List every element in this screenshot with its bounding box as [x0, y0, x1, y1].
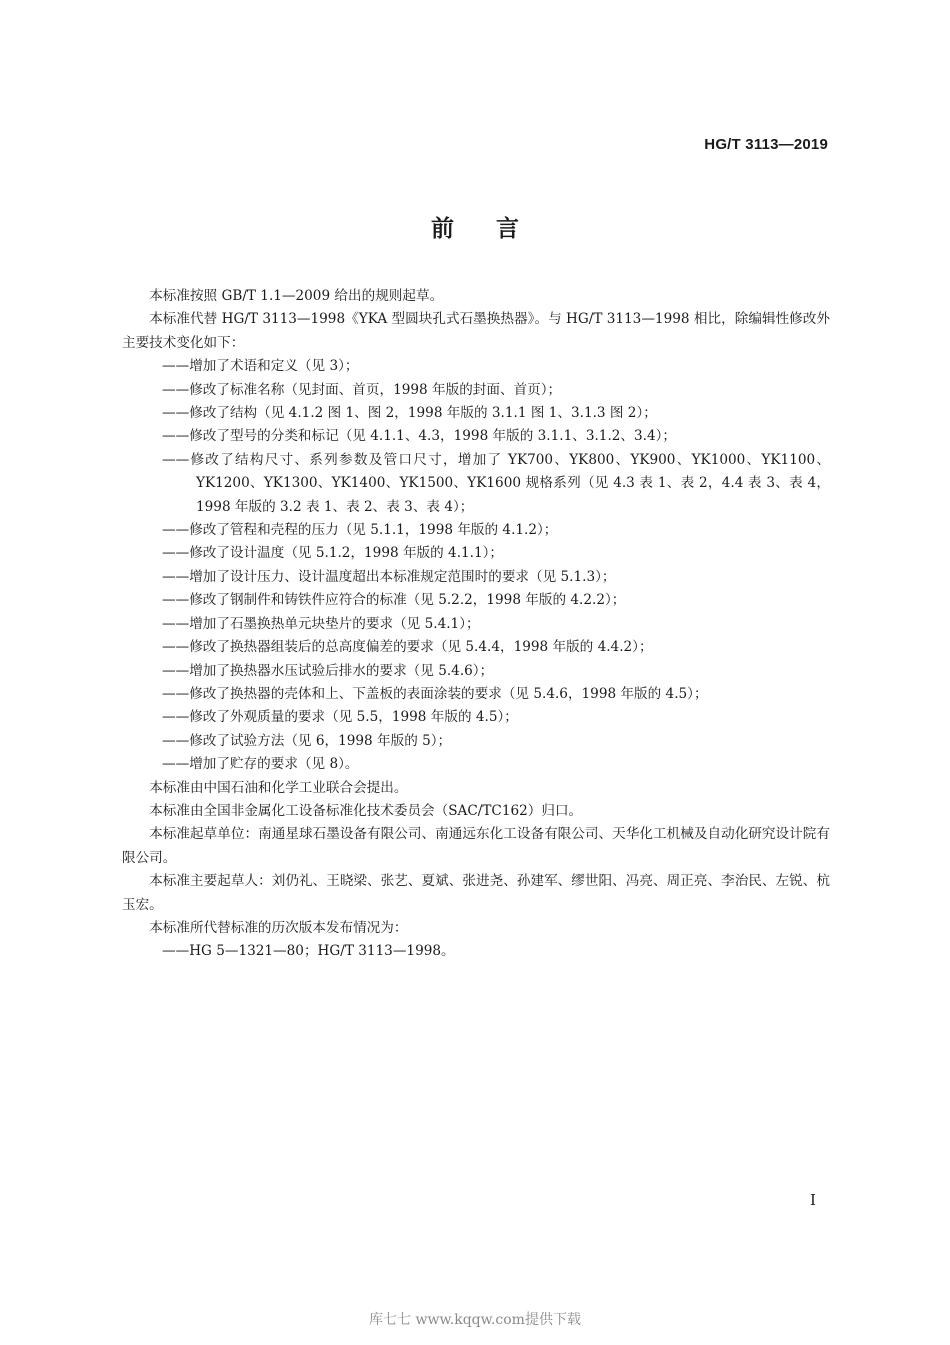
change-item: ——修改了结构尺寸、系列参数及管口尺寸，增加了 YK700、YK800、YK900、YK1000、YK1100、YK1200、YK1300、YK1400、YK1500、YK1600 规格系列（见 4.3 表 1、表 2，4.4 表 3、表 4，1998 年版的 3.2 表 1、表 2、表 3、表 4）； — [162, 451, 830, 515]
change-item: ——增加了设计压力、设计温度超出本标准规定范围时的要求（见 5.1.3）； — [162, 568, 616, 585]
foreword-body — [122, 285, 830, 964]
dash-marker: —— — [162, 545, 190, 562]
dash-marker: —— — [162, 522, 190, 539]
history-item: ——HG 5—1321—80；HG/T 3113—1998。 — [162, 943, 455, 960]
dash-marker: —— — [162, 428, 190, 445]
dash-marker: —— — [162, 639, 190, 656]
paragraph: 本标准起草单位：南通星球石墨设备有限公司、南通远东化工设备有限公司、天华化工机械及自动化研究设计院有限公司。 — [122, 826, 830, 866]
change-item: ——修改了设计温度（见 5.1.2，1998 年版的 4.1.1）； — [162, 545, 504, 562]
change-item: ——修改了结构（见 4.1.2 图 1、图 2，1998 年版的 3.1.1 图 1、3.1.3 图 2）； — [162, 405, 657, 422]
standard-number: HG/T 3113—2019 — [704, 136, 828, 153]
change-item: ——修改了换热器组装后的总高度偏差的要求（见 5.4.4，1998 年版的 4.4.2）； — [162, 639, 653, 656]
paragraph: 本标准代替 HG/T 3113—1998《YKA 型圆块孔式石墨换热器》。与 HG/T 3113—1998 相比，除编辑性修改外主要技术变化如下： — [122, 311, 830, 351]
paragraph: 本标准按照 GB/T 1.1—2009 给出的规则起草。 — [149, 288, 444, 304]
dash-marker: —— — [162, 709, 190, 726]
paragraph: 本标准由中国石油和化学工业联合会提出。 — [149, 779, 408, 796]
dash-marker: —— — [162, 662, 190, 679]
page-title: 前言 — [431, 216, 561, 242]
dash-marker: —— — [162, 732, 190, 749]
dash-marker: —— — [162, 685, 190, 702]
dash-marker: —— — [162, 381, 190, 398]
page-number: I — [810, 1191, 816, 1209]
change-item: ——修改了试验方法（见 6，1998 年版的 5）； — [162, 732, 452, 749]
dash-marker: —— — [162, 592, 190, 609]
paragraph: 本标准主要起草人：刘仍礼、王晓梁、张艺、夏斌、张进尧、孙建军、缪世阳、冯亮、周正亮、李治民、左锐、杭玉宏。 — [122, 873, 830, 913]
change-item: ——修改了换热器的壳体和上、下盖板的表面涂装的要求（见 5.4.6，1998 年版的 4.5）； — [162, 685, 708, 702]
dash-marker: —— — [162, 943, 190, 960]
change-item: ——增加了术语和定义（见 3）； — [162, 358, 359, 375]
download-watermark: 库七七 www.kqqw.com提供下载 — [369, 1312, 581, 1328]
change-item: ——增加了换热器水压试验后排水的要求（见 5.4.6）； — [162, 662, 494, 679]
dash-marker: —— — [162, 756, 190, 773]
paragraph: 本标准所代替标准的历次版本发布情况为： — [149, 919, 408, 936]
paragraph: 本标准由全国非金属化工设备标准化技术委员会（SAC/TC162）归口。 — [149, 802, 583, 819]
change-item: ——增加了石墨换热单元块垫片的要求（见 5.4.1）； — [162, 615, 480, 632]
dash-marker: —— — [162, 451, 190, 468]
change-item: ——修改了钢制件和铸铁件应符合的标准（见 5.2.2，1998 年版的 4.2.2）； — [162, 592, 626, 609]
dash-marker: —— — [162, 615, 190, 632]
dash-marker: —— — [162, 358, 190, 375]
change-item: ——修改了标准名称（见封面、首页，1998 年版的封面、首页）； — [162, 381, 562, 398]
change-item: ——修改了管程和壳程的压力（见 5.1.1，1998 年版的 4.1.2）； — [162, 522, 558, 539]
dash-marker: —— — [162, 405, 190, 422]
change-item: ——修改了外观质量的要求（见 5.5，1998 年版的 4.5）； — [162, 709, 518, 726]
change-item: ——增加了贮存的要求（见 8）。 — [162, 756, 359, 773]
dash-marker: —— — [162, 568, 190, 585]
change-item: ——修改了型号的分类和标记（见 4.1.1、4.3，1998 年版的 3.1.1、3.1.2、3.4）； — [162, 428, 677, 445]
